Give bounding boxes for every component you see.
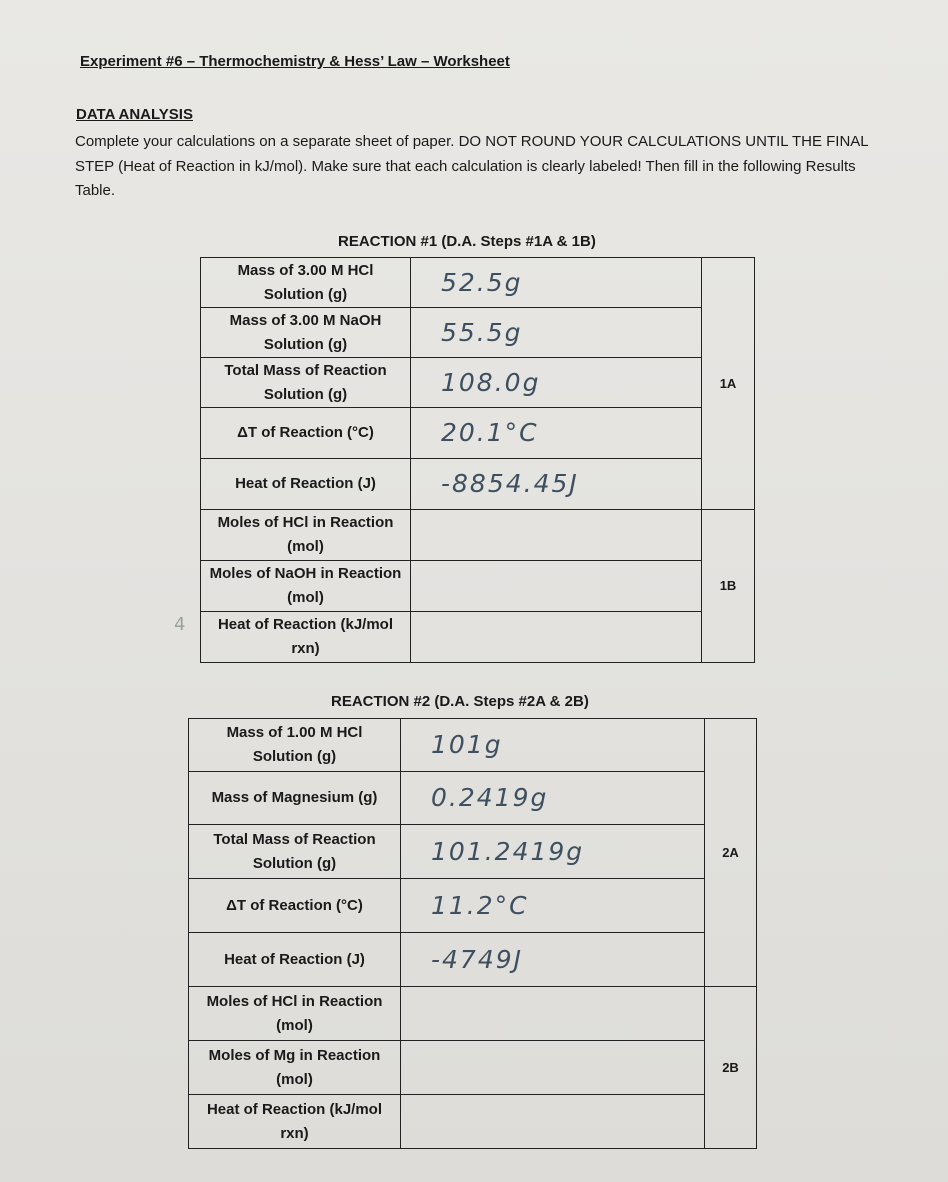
reaction1-table <box>200 257 755 663</box>
table-row <box>201 258 755 308</box>
row-value[interactable]: 52.5g <box>411 258 702 308</box>
row-label: Mass of 3.00 M NaOH Solution (g) <box>201 308 411 358</box>
row-label: ΔT of Reaction (°C) <box>189 879 401 933</box>
row-label: Heat of Reaction (kJ/mol rxn) <box>189 1095 401 1149</box>
row-value[interactable]: 20.1°C <box>411 408 702 459</box>
table-row <box>189 1041 757 1095</box>
data-analysis-heading: DATA ANALYSIS <box>76 106 193 123</box>
step-label-1a: 1A <box>702 258 755 510</box>
reaction2-caption: REACTION #2 (D.A. Steps #2A & 2B) <box>331 693 589 710</box>
row-value[interactable]: -4749J <box>401 933 705 987</box>
row-label: Moles of NaOH in Reaction (mol) <box>201 561 411 612</box>
row-value[interactable]: 101.2419g <box>401 825 705 879</box>
row-label: ΔT of Reaction (°C) <box>201 408 411 459</box>
step-label-1b: 1B <box>702 510 755 663</box>
reaction2-table <box>188 718 757 1149</box>
row-value[interactable] <box>401 1095 705 1149</box>
row-value[interactable] <box>411 612 702 663</box>
table-row <box>201 358 755 408</box>
table-row <box>189 987 757 1041</box>
row-label: Moles of HCl in Reaction (mol) <box>201 510 411 561</box>
table-row <box>189 772 757 825</box>
worksheet-title: Experiment #6 – Thermochemistry & Hess’ Law – Worksheet <box>80 53 510 70</box>
step-label-2a: 2A <box>705 719 757 987</box>
row-label: Heat of Reaction (kJ/mol rxn) <box>201 612 411 663</box>
table-row <box>201 561 755 612</box>
table-row <box>189 719 757 772</box>
table-row <box>201 459 755 510</box>
step-label-2b: 2B <box>705 987 757 1149</box>
table-row <box>201 308 755 358</box>
instructions-text: Complete your calculations on a separate sheet of paper. DO NOT ROUND YOUR CALCULATIONS UNTIL THE FINAL STEP (Heat of Reaction in kJ/mol). Make sure that each calculation is clearly labeled! Then fill in the following Results Table. <box>75 133 869 199</box>
row-value[interactable] <box>411 510 702 561</box>
row-label: Moles of Mg in Reaction (mol) <box>189 1041 401 1095</box>
table-row <box>201 612 755 663</box>
table-row <box>189 825 757 879</box>
row-label: Mass of 1.00 M HCl Solution (g) <box>189 719 401 772</box>
row-label: Heat of Reaction (J) <box>189 933 401 987</box>
table-row <box>189 933 757 987</box>
row-value[interactable] <box>401 1041 705 1095</box>
row-label: Heat of Reaction (J) <box>201 459 411 510</box>
row-value[interactable]: 11.2°C <box>401 879 705 933</box>
row-label: Mass of Magnesium (g) <box>189 772 401 825</box>
margin-pencil-mark: 4 <box>174 614 186 635</box>
table-row <box>201 408 755 459</box>
reaction1-caption: REACTION #1 (D.A. Steps #1A & 1B) <box>338 233 596 250</box>
row-value[interactable] <box>411 561 702 612</box>
table-row <box>189 879 757 933</box>
row-value[interactable]: 101g <box>401 719 705 772</box>
row-label: Moles of HCl in Reaction (mol) <box>189 987 401 1041</box>
row-value[interactable] <box>401 987 705 1041</box>
table-row <box>201 510 755 561</box>
row-label: Mass of 3.00 M HCl Solution (g) <box>201 258 411 308</box>
row-value[interactable]: 0.2419g <box>401 772 705 825</box>
table-row <box>189 1095 757 1149</box>
row-label: Total Mass of Reaction Solution (g) <box>189 825 401 879</box>
row-value[interactable]: 108.0g <box>411 358 702 408</box>
row-value[interactable]: -8854.45J <box>411 459 702 510</box>
row-label: Total Mass of Reaction Solution (g) <box>201 358 411 408</box>
row-value[interactable]: 55.5g <box>411 308 702 358</box>
